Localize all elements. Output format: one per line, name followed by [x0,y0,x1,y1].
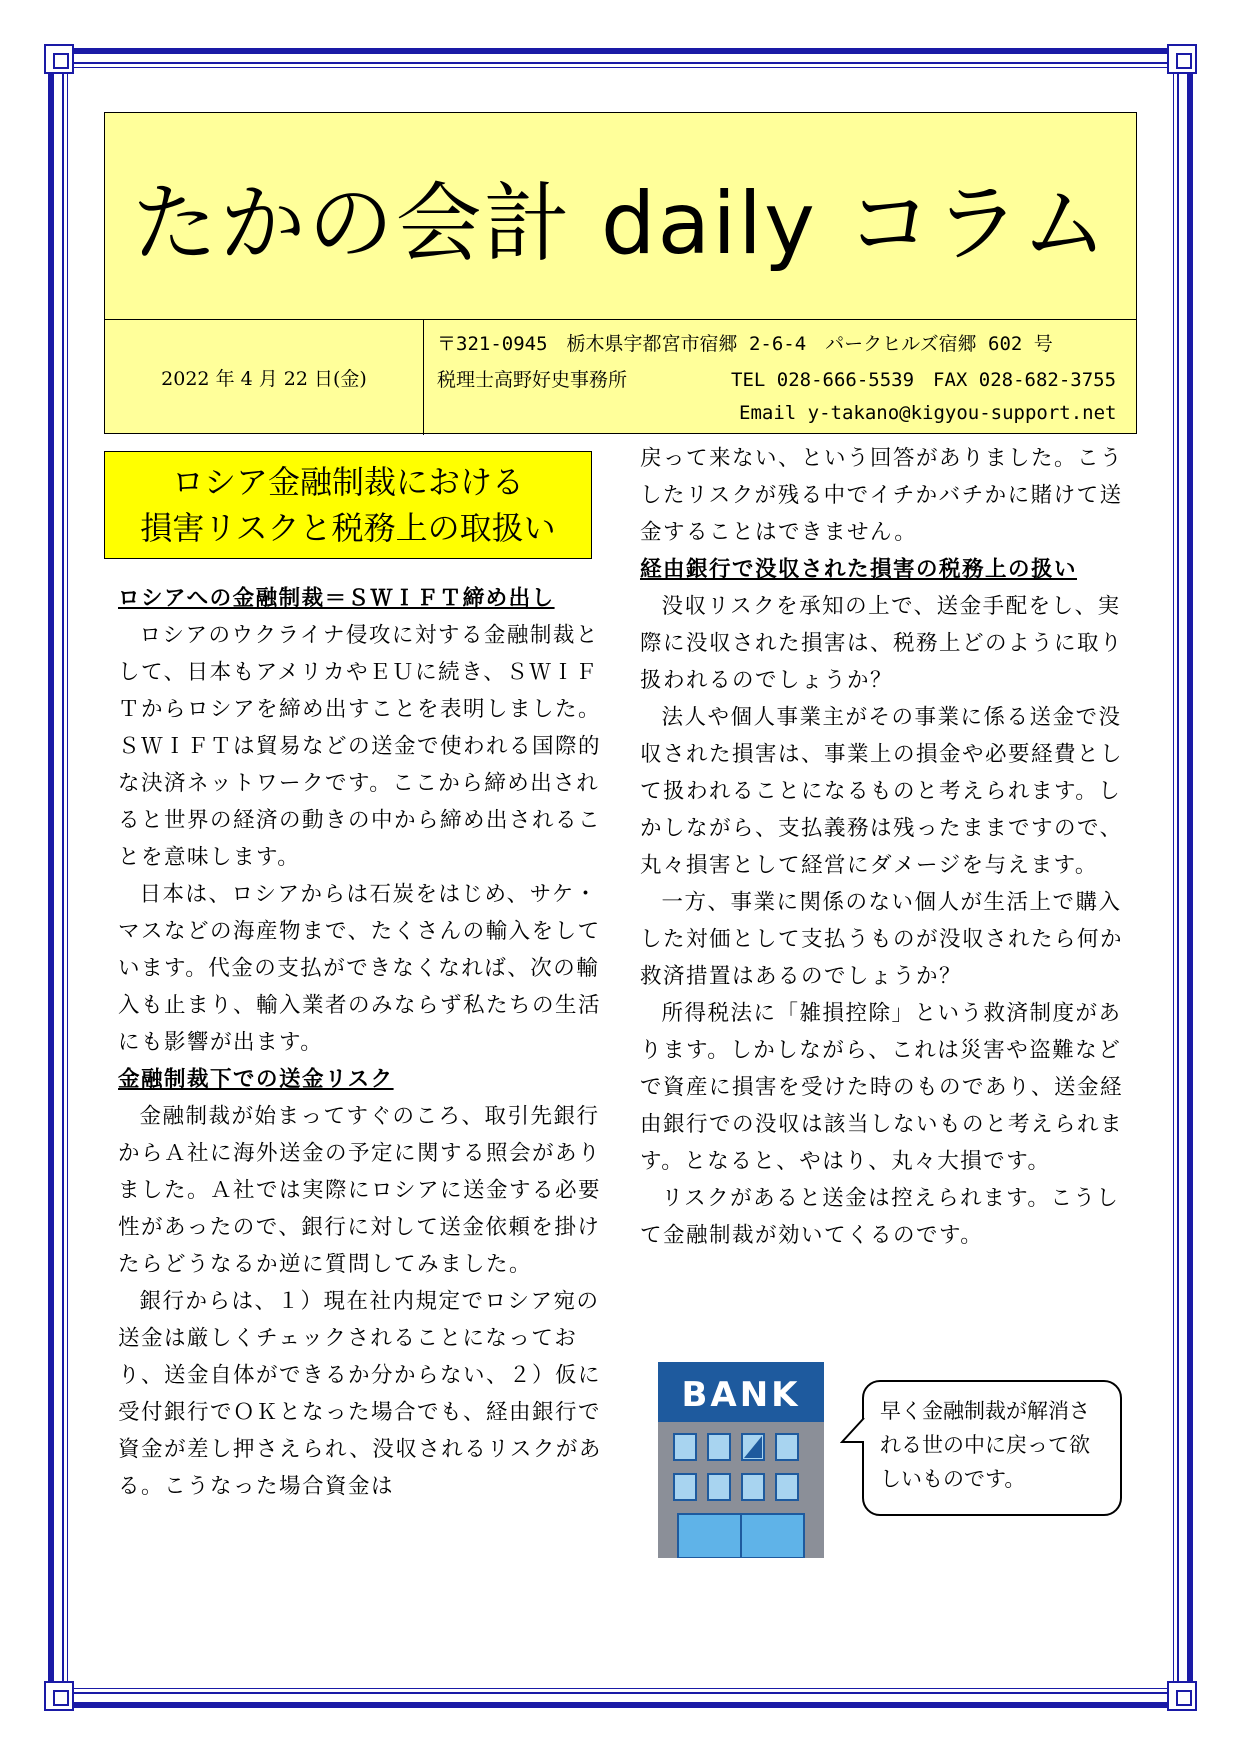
paragraph: 法人や個人事業主がその事業に係る送金で没収された損害は、事業上の損金や必要経費として扱われることになるものと考えられます。しかしながら、支払義務は残ったままですので、丸々損害として経営にダメージを与えます。 [640,705,1124,878]
office-email: Email y-takano@kigyou-support.net [739,402,1117,424]
section-heading-swift: ロシアへの金融制裁＝ＳＷＩＦＴ締め出し [118,586,555,611]
headline-line-2: 損害リスクと税務上の取扱い [140,509,556,547]
masthead [104,112,1137,434]
headline-line-1: ロシア金融制裁における [171,463,524,501]
office-name: 税理士高野好史事務所 [437,369,628,391]
paragraph: リスクがあると送金は控えられます。こうして金融制裁が効いてくるのです。 [640,1186,1120,1248]
bank-building-illustration [658,1362,824,1558]
office-phone-fax: TEL 028-666-5539 FAX 028-682-3755 [731,369,1117,391]
bank-sign: BANK [681,1375,801,1415]
paragraph: 金融制裁が始まってすぐのころ、取引先銀行からＡ社に海外送金の予定に関する照会がありました。Ａ社では実際にロシアに送金する必要性があったので、銀行に対して送金依頼を掛けたらどうなるか逆に質問してみました。 [118,1104,602,1277]
article-right-column [640,440,1126,1254]
masthead-title: たかの会計 daily コラム [131,174,1110,274]
speech-bubble-tail [840,1412,868,1452]
corner-ornament-top-left [44,44,74,74]
issue-date: 2022 年 4 月 22 日(金) [161,367,367,390]
article-headline [104,451,592,559]
paragraph: 銀行からは、１）現在社内規定でロシア宛の送金は厳しくチェックされることになっており、送金自体ができるか分からない、２）仮に受付銀行でＯＫとなった場合でも、経由銀行で資金が差し押さえられ、没収されるリスクがある。こうなった場合資金は [118,1289,602,1499]
office-address: 〒321-0945 栃木県宇都宮市宿郷 2-6-4 パークヒルズ宿郷 602 号 [437,333,1053,355]
speech-bubble: 早く金融制裁が解消される世の中に戻って欲しいものです。 [862,1380,1122,1516]
paragraph: 所得税法に「雑損控除」という救済制度があります。しかしながら、これは災害や盗難などで資産に損害を受けた時のものであり、送金経由銀行での没収は該当しないものと考えられます。となると、やはり、丸々大損です。 [640,1001,1124,1174]
masthead-column-divider [423,319,424,435]
section-heading-tax-treatment: 経由銀行で没収された損害の税務上の扱い [640,557,1078,582]
corner-ornament-top-right [1167,44,1197,74]
corner-ornament-bottom-right [1167,1681,1197,1711]
section-heading-remittance-risk: 金融制裁下での送金リスク [118,1067,394,1092]
article-left-column [118,580,604,1505]
corner-ornament-bottom-left [44,1681,74,1711]
paragraph: 没収リスクを承知の上で、送金手配をし、実際に没収された損害は、税務上どのように取り扱われるのでしょうか？ [640,594,1124,693]
paragraph: 一方、事業に関係のない個人が生活上で購入した対価として支払うものが没収されたら何か救済措置はあるのでしょうか？ [640,890,1124,989]
paragraph: 日本は、ロシアからは石炭をはじめ、サケ・マスなどの海産物まで、たくさんの輸入をしています。代金の支払ができなくなれば、次の輸入も止まり、輸入業者のみならず私たちの生活にも影響が出ます。 [118,882,602,1055]
paragraph: ロシアのウクライナ侵攻に対する金融制裁として、日本もアメリカやＥＵに続き、ＳＷＩＦＴからロシアを締め出すことを表明しました。ＳＷＩＦＴは貿易などの送金で使われる国際的な決済ネットワークです。ここから締め出されると世界の経済の動きの中から締め出されることを意味します。 [118,623,602,870]
paragraph: 戻って来ない、という回答がありました。こうしたリスクが残る中でイチかバチかに賭けて送金することはできません。 [640,446,1124,545]
